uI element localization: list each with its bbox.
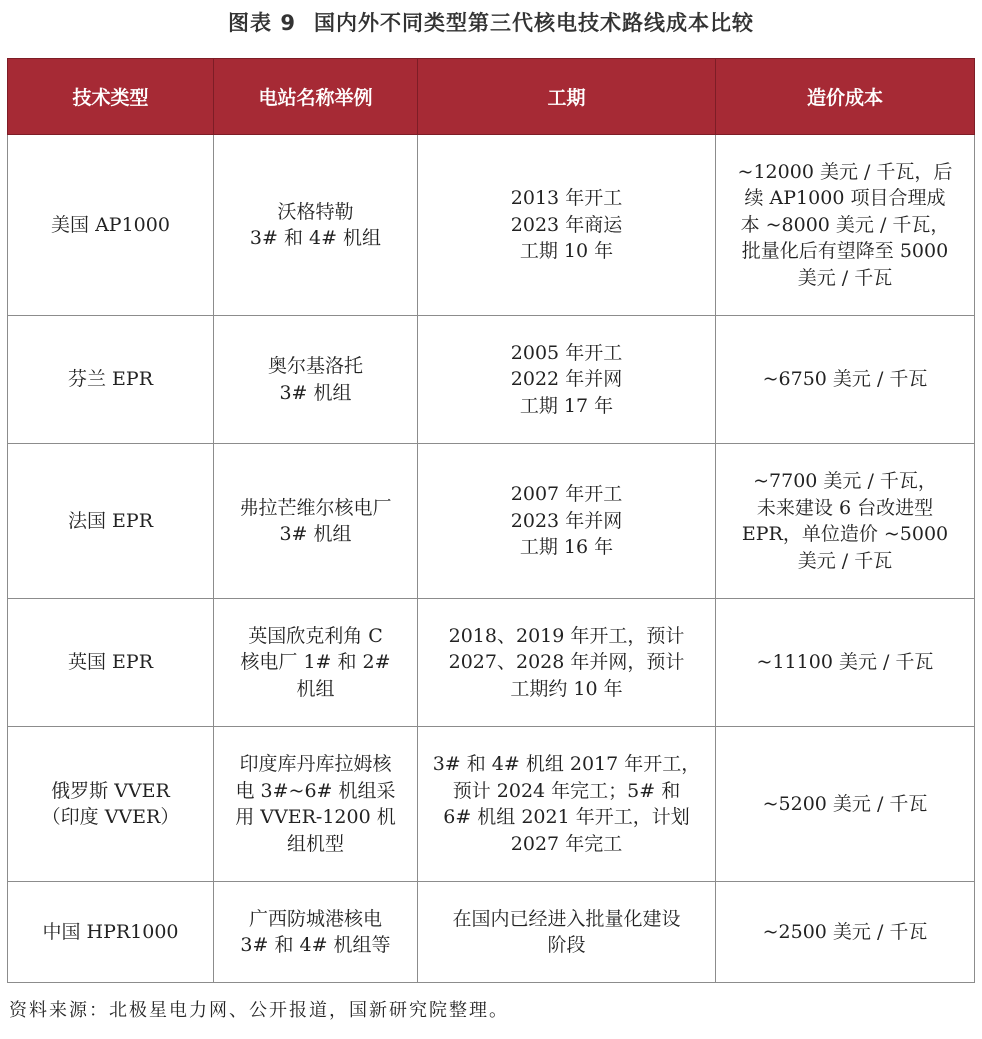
cell-text-line: 2023 年并网 — [510, 509, 623, 532]
cell-text-line: 3# 机组 — [279, 381, 352, 404]
cell-text-line: 英国欣克利角 C — [248, 624, 383, 647]
header-construction-cost: 造价成本 — [716, 59, 975, 135]
cell-text-line: EPR，单位造价 ~5000 — [741, 523, 949, 545]
cell-text-line: ~12000 美元 / 千瓦，后 — [737, 160, 953, 183]
cell-text-line: 中国 HPR1000 — [42, 920, 179, 943]
cell-text-line: 3# 和 4# 机组等 — [240, 934, 391, 956]
cell-text-line: 工期 10 年 — [519, 240, 614, 263]
table-row — [8, 135, 975, 316]
cell-text-line: 芬兰 EPR — [68, 368, 153, 391]
cell-construction-cost — [716, 882, 975, 983]
cell-tech-type — [8, 135, 214, 316]
cell-construction-period — [418, 727, 716, 882]
cell-text-line: 工期 16 年 — [519, 536, 614, 559]
cell-station-example — [214, 727, 418, 882]
cell-construction-cost — [716, 727, 975, 882]
cell-text-line: ~6750 美元 / 千瓦 — [762, 368, 928, 391]
cell-tech-type — [8, 727, 214, 882]
figure-title — [0, 8, 982, 38]
cell-text-line: 机组 — [296, 677, 335, 700]
cell-text-line: 广西防城港核电 — [248, 907, 382, 930]
cell-text-line: 3# 和 4# 机组 — [249, 227, 382, 249]
cell-text-line: 未来建设 6 台改进型 — [756, 496, 934, 519]
cell-station-example — [214, 444, 418, 599]
cell-tech-type — [8, 316, 214, 444]
cell-text-line: 核电厂 1# 和 2# — [240, 651, 391, 674]
figure-number: 图表 9 — [228, 11, 296, 35]
cell-text-line: 奥尔基洛托 — [267, 355, 363, 377]
cell-text-line: 2018、2019 年开工，预计 — [448, 624, 685, 647]
cell-text-line: 在国内已经进入批量化建设 — [452, 907, 681, 930]
cell-text-line: 批量化后有望降至 5000 — [741, 240, 949, 263]
cell-construction-period — [418, 135, 716, 316]
cell-text-line: 美国 AP1000 — [51, 213, 170, 236]
header-tech-type: 技术类型 — [8, 59, 214, 135]
cell-text-line: 美元 / 千瓦 — [797, 266, 893, 289]
cell-construction-period — [418, 599, 716, 727]
cell-station-example — [214, 135, 418, 316]
cell-text-line: 弗拉芒维尔核电厂 — [239, 496, 392, 519]
cell-text-line: ~7700 美元 / 千瓦， — [753, 470, 937, 492]
cell-text-line: 电 3#~6# 机组采 — [235, 779, 396, 802]
header-station-example: 电站名称举例 — [214, 59, 418, 135]
cell-text-line: 6# 机组 2021 年开工，计划 — [443, 806, 690, 828]
cell-text-line: ~11100 美元 / 千瓦 — [756, 651, 934, 674]
cell-text-line: 2005 年开工 — [510, 341, 623, 364]
cell-construction-period — [418, 444, 716, 599]
cell-text-line: 3# 机组 — [279, 523, 352, 545]
cell-text-line: 2027、2028 年并网，预计 — [448, 651, 685, 674]
cell-tech-type — [8, 599, 214, 727]
cell-text-line: 印度库丹库拉姆核 — [239, 753, 392, 775]
cell-text-line: 2027 年完工 — [510, 832, 623, 855]
table-row — [8, 882, 975, 983]
cell-text-line: 俄罗斯 VVER — [51, 779, 170, 802]
cell-station-example — [214, 882, 418, 983]
cell-text-line: 2007 年开工 — [510, 483, 623, 506]
cell-construction-cost — [716, 599, 975, 727]
table-header-row — [8, 59, 975, 135]
cell-text-line: 阶段 — [547, 934, 586, 956]
table-row — [8, 599, 975, 727]
cell-station-example — [214, 599, 418, 727]
table-row — [8, 316, 975, 444]
cell-construction-period — [418, 882, 716, 983]
cost-comparison-table — [7, 58, 975, 983]
cell-construction-cost — [716, 316, 975, 444]
cell-construction-cost — [716, 444, 975, 599]
table-body — [8, 135, 975, 983]
table-row — [8, 727, 975, 882]
cell-text-line: ~2500 美元 / 千瓦 — [762, 920, 928, 943]
cell-station-example — [214, 316, 418, 444]
cell-text-line: 用 VVER-1200 机 — [235, 806, 396, 828]
cell-text-line: 英国 EPR — [68, 651, 153, 674]
source-note: 资料来源：北极星电力网、公开报道，国新研究院整理。 — [9, 1000, 509, 1021]
cell-text-line: 续 AP1000 项目合理成 — [744, 187, 946, 210]
cell-text-line: 工期约 10 年 — [510, 677, 623, 700]
cell-tech-type — [8, 882, 214, 983]
cell-text-line: 法国 EPR — [68, 509, 153, 532]
cell-construction-period — [418, 316, 716, 444]
cell-text-line: 本 ~8000 美元 / 千瓦， — [740, 213, 950, 236]
cell-text-line: ~5200 美元 / 千瓦 — [762, 792, 928, 815]
cell-tech-type — [8, 444, 214, 599]
cell-text-line: （印度 VVER） — [41, 806, 180, 828]
cell-text-line: 美元 / 千瓦 — [797, 549, 893, 572]
figure-title-text: 国内外不同类型第三代核电技术路线成本比较 — [313, 11, 754, 35]
header-construction-period: 工期 — [418, 59, 716, 135]
cell-construction-cost — [716, 135, 975, 316]
cell-text-line: 工期 17 年 — [519, 394, 614, 417]
cell-text-line: 沃格特勒 — [277, 200, 354, 223]
cell-text-line: 预计 2024 年完工；5# 和 — [452, 779, 681, 802]
cell-text-line: 2022 年并网 — [510, 368, 623, 391]
cell-text-line: 组机型 — [286, 832, 344, 855]
cell-text-line: 2023 年商运 — [510, 213, 623, 236]
cell-text-line: 2013 年开工 — [510, 187, 623, 210]
table-row — [8, 444, 975, 599]
cell-text-line: 3# 和 4# 机组 2017 年开工， — [432, 753, 701, 775]
